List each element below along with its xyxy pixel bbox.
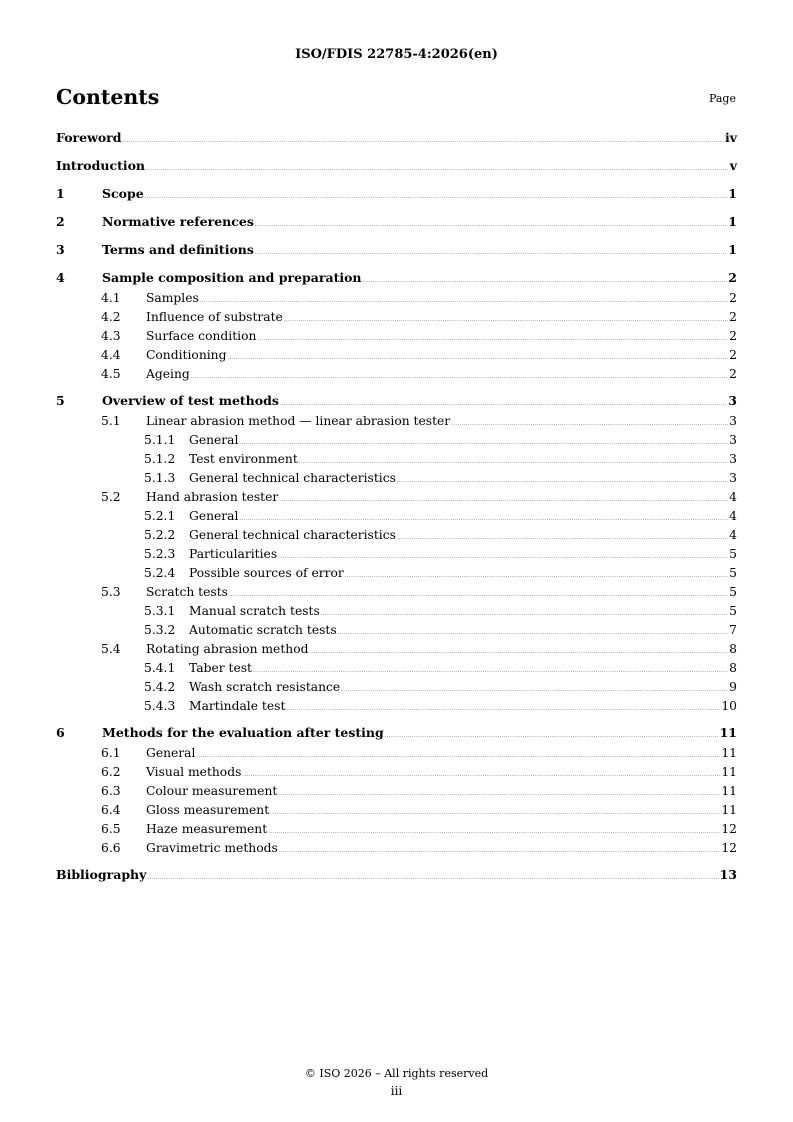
dot-leader — [397, 470, 728, 489]
toc-entry-title: Terms and definitions — [102, 242, 254, 257]
toc-entry-page: 11 — [721, 765, 737, 779]
toc-entry-page: 3 — [728, 393, 737, 408]
dot-leader — [191, 366, 728, 385]
dot-leader — [145, 185, 728, 206]
toc-entry[interactable] — [56, 489, 737, 508]
toc-entry[interactable] — [56, 745, 737, 764]
toc-entry-number: 5.2.3 — [144, 547, 176, 561]
toc-entry-page: 7 — [729, 623, 737, 637]
toc-entry[interactable] — [56, 565, 737, 584]
toc-entry-number: 5.3 — [101, 585, 121, 599]
dot-leader — [242, 764, 720, 783]
dot-leader — [147, 866, 718, 887]
toc-entry-title: Visual methods — [146, 765, 242, 779]
toc-entry-title: Automatic scratch tests — [189, 623, 337, 637]
toc-entry-page: 11 — [721, 746, 737, 760]
dot-leader — [146, 157, 729, 178]
toc-entry-number: 4.2 — [101, 310, 121, 324]
toc-entry[interactable] — [56, 157, 737, 178]
toc-entry-page: 3 — [729, 452, 737, 466]
toc-entry-title: Hand abrasion tester — [146, 490, 279, 504]
dot-leader — [278, 546, 728, 565]
toc-entry[interactable] — [56, 309, 737, 328]
toc-entry-title: Conditioning — [146, 348, 227, 362]
toc-entry-page: 10 — [721, 699, 737, 713]
toc-entry-title: Colour measurement — [146, 784, 278, 798]
dot-leader — [123, 129, 724, 150]
toc-entry[interactable] — [56, 347, 737, 366]
toc-entry-number: 6.6 — [101, 841, 121, 855]
dot-leader — [279, 840, 721, 859]
toc-entry[interactable] — [56, 840, 737, 859]
dot-leader — [229, 584, 728, 603]
toc-entry-page: 3 — [729, 471, 737, 485]
toc-entry-number: 4.1 — [101, 291, 121, 305]
toc-entry-number: 5.1.1 — [144, 433, 176, 447]
toc-entry-title: Possible sources of error — [189, 566, 344, 580]
toc-entry[interactable] — [56, 366, 737, 385]
toc-entry-page: 8 — [729, 642, 737, 656]
toc-entry-number: 5.2.4 — [144, 566, 176, 580]
toc-entry-number: 5.1.3 — [144, 471, 176, 485]
toc-entry-page: 3 — [729, 414, 737, 428]
dot-leader — [279, 489, 728, 508]
toc-entry-page: 11 — [721, 784, 737, 798]
toc-entry-title: Taber test — [189, 661, 252, 675]
toc-entry[interactable] — [56, 546, 737, 565]
toc-entry-page: 5 — [729, 566, 737, 580]
toc-entry-number: 6.3 — [101, 784, 121, 798]
toc-entry-number: 4 — [56, 270, 65, 285]
toc-entry-page: 9 — [729, 680, 737, 694]
toc-entry[interactable] — [56, 290, 737, 309]
toc-entry-title: General technical characteristics — [189, 528, 396, 542]
toc-entry-page: 12 — [721, 841, 737, 855]
toc-entry-number: 1 — [56, 186, 65, 201]
toc-entry-page: 13 — [719, 867, 737, 882]
dot-leader — [255, 241, 727, 262]
toc-entry-number: 5.4.1 — [144, 661, 176, 675]
toc-entry-title: Influence of substrate — [146, 310, 283, 324]
toc-entry-page: 5 — [729, 547, 737, 561]
toc-entry-page: 5 — [729, 604, 737, 618]
page-number: iii — [390, 1084, 403, 1098]
toc-entry-title: Overview of test methods — [102, 393, 279, 408]
toc-entry[interactable] — [56, 185, 737, 206]
toc-entry-page: 12 — [721, 822, 737, 836]
toc-entry-page: 4 — [729, 490, 737, 504]
toc-entry[interactable] — [56, 603, 737, 622]
toc-entry[interactable] — [56, 698, 737, 717]
dot-leader — [397, 527, 728, 546]
toc-entry-title: Gravimetric methods — [146, 841, 278, 855]
toc-entry-title: General — [189, 509, 239, 523]
toc-entry-number: 3 — [56, 242, 65, 257]
toc-entry[interactable] — [56, 866, 737, 887]
toc-entry-title: Manual scratch tests — [189, 604, 320, 618]
toc-entry-title: Gloss measurement — [146, 803, 270, 817]
toc-entry-page: 11 — [721, 803, 737, 817]
toc-entry[interactable] — [56, 213, 737, 234]
toc-entry-page: 2 — [729, 367, 737, 381]
toc-entry-number: 5.4.3 — [144, 699, 176, 713]
toc-entry[interactable] — [56, 451, 737, 470]
dot-leader — [239, 508, 728, 527]
toc-entry-number: 4.3 — [101, 329, 121, 343]
dot-leader — [451, 413, 728, 432]
toc-entry-title: Normative references — [102, 214, 254, 229]
toc-entry-number: 5.1.2 — [144, 452, 176, 466]
toc-entry-number: 2 — [56, 214, 65, 229]
dot-leader — [284, 309, 728, 328]
toc-entry-number: 6.2 — [101, 765, 121, 779]
toc-entry-page: 3 — [729, 433, 737, 447]
dot-leader — [253, 660, 728, 679]
dot-leader — [268, 821, 720, 840]
toc-entry-number: 4.4 — [101, 348, 121, 362]
toc-entry-page: 1 — [728, 186, 737, 201]
toc-entry-page: 2 — [729, 329, 737, 343]
toc-entry[interactable] — [56, 392, 737, 413]
dot-leader — [280, 392, 727, 413]
toc-entry[interactable] — [56, 470, 737, 489]
toc-entry-number: 5.3.2 — [144, 623, 176, 637]
dot-leader — [196, 745, 720, 764]
copyright-footer: © ISO 2026 – All rights reserved — [304, 1067, 489, 1080]
dot-leader — [345, 565, 728, 584]
toc-entry-title: Rotating abrasion method — [146, 642, 309, 656]
toc-entry-title: Wash scratch resistance — [189, 680, 341, 694]
toc-entry-page: iv — [724, 130, 737, 145]
toc-entry[interactable] — [56, 328, 737, 347]
dot-leader — [309, 641, 728, 660]
dot-leader — [286, 698, 720, 717]
toc-entry-title: Surface condition — [146, 329, 257, 343]
toc-entry[interactable] — [56, 679, 737, 698]
toc-entry-page: v — [729, 158, 737, 173]
toc-entry-title: Scratch tests — [146, 585, 228, 599]
toc-entry-page: 2 — [729, 310, 737, 324]
toc-entry-number: 6.1 — [101, 746, 121, 760]
toc-entry[interactable] — [56, 584, 737, 603]
toc-entry-title: Scope — [102, 186, 144, 201]
toc-entry-title: Bibliography — [56, 867, 147, 882]
dot-leader — [321, 603, 728, 622]
toc-entry[interactable] — [56, 241, 737, 262]
dot-leader — [227, 347, 728, 366]
toc-entry-page: 4 — [729, 509, 737, 523]
toc-entry-page: 11 — [719, 725, 737, 740]
dot-leader — [299, 451, 728, 470]
toc-entry-title: Foreword — [56, 130, 122, 145]
dot-leader — [341, 679, 728, 698]
dot-leader — [278, 783, 720, 802]
toc-entry-number: 5.1 — [101, 414, 121, 428]
toc-entry-number: 5.4.2 — [144, 680, 176, 694]
toc-entry[interactable] — [56, 527, 737, 546]
toc-entry-title: Sample composition and preparation — [102, 270, 362, 285]
toc-entry[interactable] — [56, 724, 737, 745]
toc-entry-page: 4 — [729, 528, 737, 542]
toc-entry-number: 5.3.1 — [144, 604, 176, 618]
dot-leader — [255, 213, 727, 234]
toc-entry-page: 8 — [729, 661, 737, 675]
toc-entry-number: 6.5 — [101, 822, 121, 836]
toc-entry-number: 6 — [56, 725, 65, 740]
toc-entry-title: Linear abrasion method — linear abrasion tester — [146, 414, 451, 428]
toc-entry-page: 1 — [728, 242, 737, 257]
toc-entry-title: General technical characteristics — [189, 471, 396, 485]
toc-entry[interactable] — [56, 622, 737, 641]
toc-entry-number: 5.2.1 — [144, 509, 176, 523]
toc-entry-page: 5 — [729, 585, 737, 599]
contents-title: Contents — [56, 85, 160, 109]
dot-leader — [257, 328, 728, 347]
toc-entry[interactable] — [56, 660, 737, 679]
toc-entry-page: 2 — [729, 348, 737, 362]
toc-entry-page: 2 — [728, 270, 737, 285]
toc-entry-number: 5 — [56, 393, 65, 408]
toc-entry[interactable] — [56, 641, 737, 660]
toc-entry[interactable] — [56, 802, 737, 821]
toc-entry-title: Martindale test — [189, 699, 286, 713]
toc-entry[interactable] — [56, 129, 737, 150]
toc-entry[interactable] — [56, 432, 737, 451]
toc-entry[interactable] — [56, 269, 737, 290]
toc-entry-number: 5.2.2 — [144, 528, 176, 542]
toc-entry-page: 2 — [729, 291, 737, 305]
toc-entry-page: 1 — [728, 214, 737, 229]
toc-entry-title: General — [189, 433, 239, 447]
dot-leader — [363, 269, 728, 290]
dot-leader — [338, 622, 729, 641]
toc-entry[interactable] — [56, 764, 737, 783]
toc-entry-title: Samples — [146, 291, 199, 305]
toc-entry-number: 4.5 — [101, 367, 121, 381]
toc-entry-title: General — [146, 746, 196, 760]
page-column-label: Page — [708, 92, 736, 105]
toc-entry-title: Ageing — [146, 367, 190, 381]
dot-leader — [385, 724, 719, 745]
toc-entry[interactable] — [56, 508, 737, 527]
toc-entry-number: 6.4 — [101, 803, 121, 817]
toc-entry-title: Introduction — [56, 158, 146, 173]
toc-entry-number: 5.2 — [101, 490, 121, 504]
toc-entry[interactable] — [56, 783, 737, 802]
toc-entry-title: Particularities — [189, 547, 278, 561]
toc-entry[interactable] — [56, 413, 737, 432]
dot-leader — [239, 432, 728, 451]
toc-entry-title: Methods for the evaluation after testing — [102, 725, 384, 740]
document-header: ISO/FDIS 22785-4:2026(en) — [295, 47, 498, 62]
toc-entry-title: Test environment — [189, 452, 298, 466]
dot-leader — [200, 290, 728, 309]
toc-entry-number: 5.4 — [101, 642, 121, 656]
dot-leader — [270, 802, 720, 821]
toc-entry[interactable] — [56, 821, 737, 840]
toc-entry-title: Haze measurement — [146, 822, 268, 836]
table-of-contents — [56, 129, 737, 887]
